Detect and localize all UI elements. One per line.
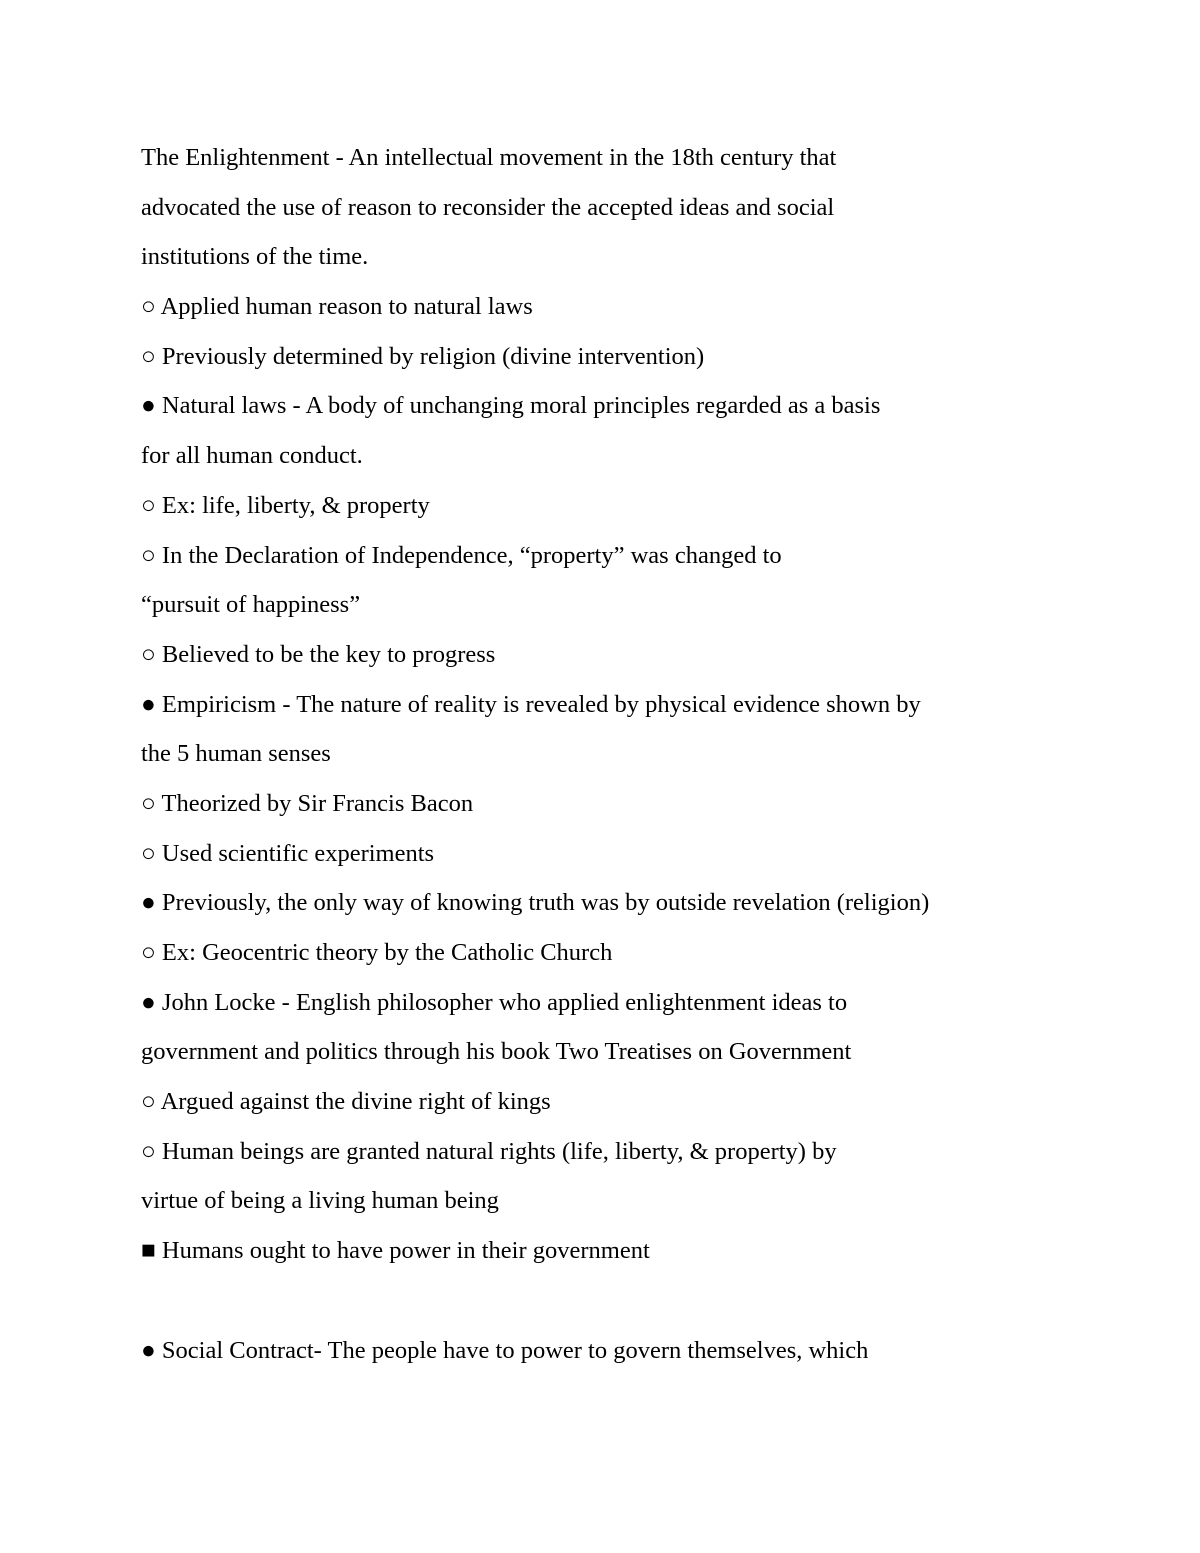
text-line: ○ Applied human reason to natural laws [141,293,533,321]
text-line: ○ Ex: Geocentric theory by the Catholic Church [141,939,613,966]
blank-line [141,1276,1141,1326]
document-body [141,133,1141,1375]
text-line: ○ Argued against the divine right of kings [141,1088,551,1116]
text-line: virtue of being a living human being [141,1187,499,1215]
text-line: for all human conduct. [141,442,363,470]
text-line: ○ Theorized by Sir Francis Bacon [141,789,474,817]
text-line: the 5 human senses [141,740,331,768]
text-line: advocated the use of reason to reconsider the accepted ideas and social [141,193,835,221]
text-line: institutions of the time. [141,243,369,271]
text-line: ● Previously, the only way of knowing truth was by outside revelation (religion) [141,889,930,917]
text-line: ● Social Contract- The people have to power to govern themselves, which [141,1336,869,1364]
text-line: ○ Ex: life, liberty, & property [141,491,430,519]
text-line: The Enlightenment - An intellectual movement in the 18th century that [141,144,837,171]
text-line: ○ Used scientific experiments [141,839,435,867]
text-line: ● Empiricism - The nature of reality is revealed by physical evidence shown by [141,690,921,718]
text-line: ○ Believed to be the key to progress [141,640,496,668]
text-line: ● John Locke - English philosopher who applied enlightenment ideas to [141,988,848,1016]
text-line: ○ In the Declaration of Independence, “property” was changed to [141,541,782,569]
text-line: ○ Previously determined by religion (divine intervention) [141,342,705,370]
text-line: ■ Humans ought to have power in their government [141,1237,650,1265]
text-line: ○ Human beings are granted natural rights (life, liberty, & property) by [141,1137,837,1165]
text-line: ● Natural laws - A body of unchanging moral principles regarded as a basis [141,392,881,420]
text-line: “pursuit of happiness” [141,591,361,619]
text-line: government and politics through his book Two Treatises on Government [141,1038,852,1066]
